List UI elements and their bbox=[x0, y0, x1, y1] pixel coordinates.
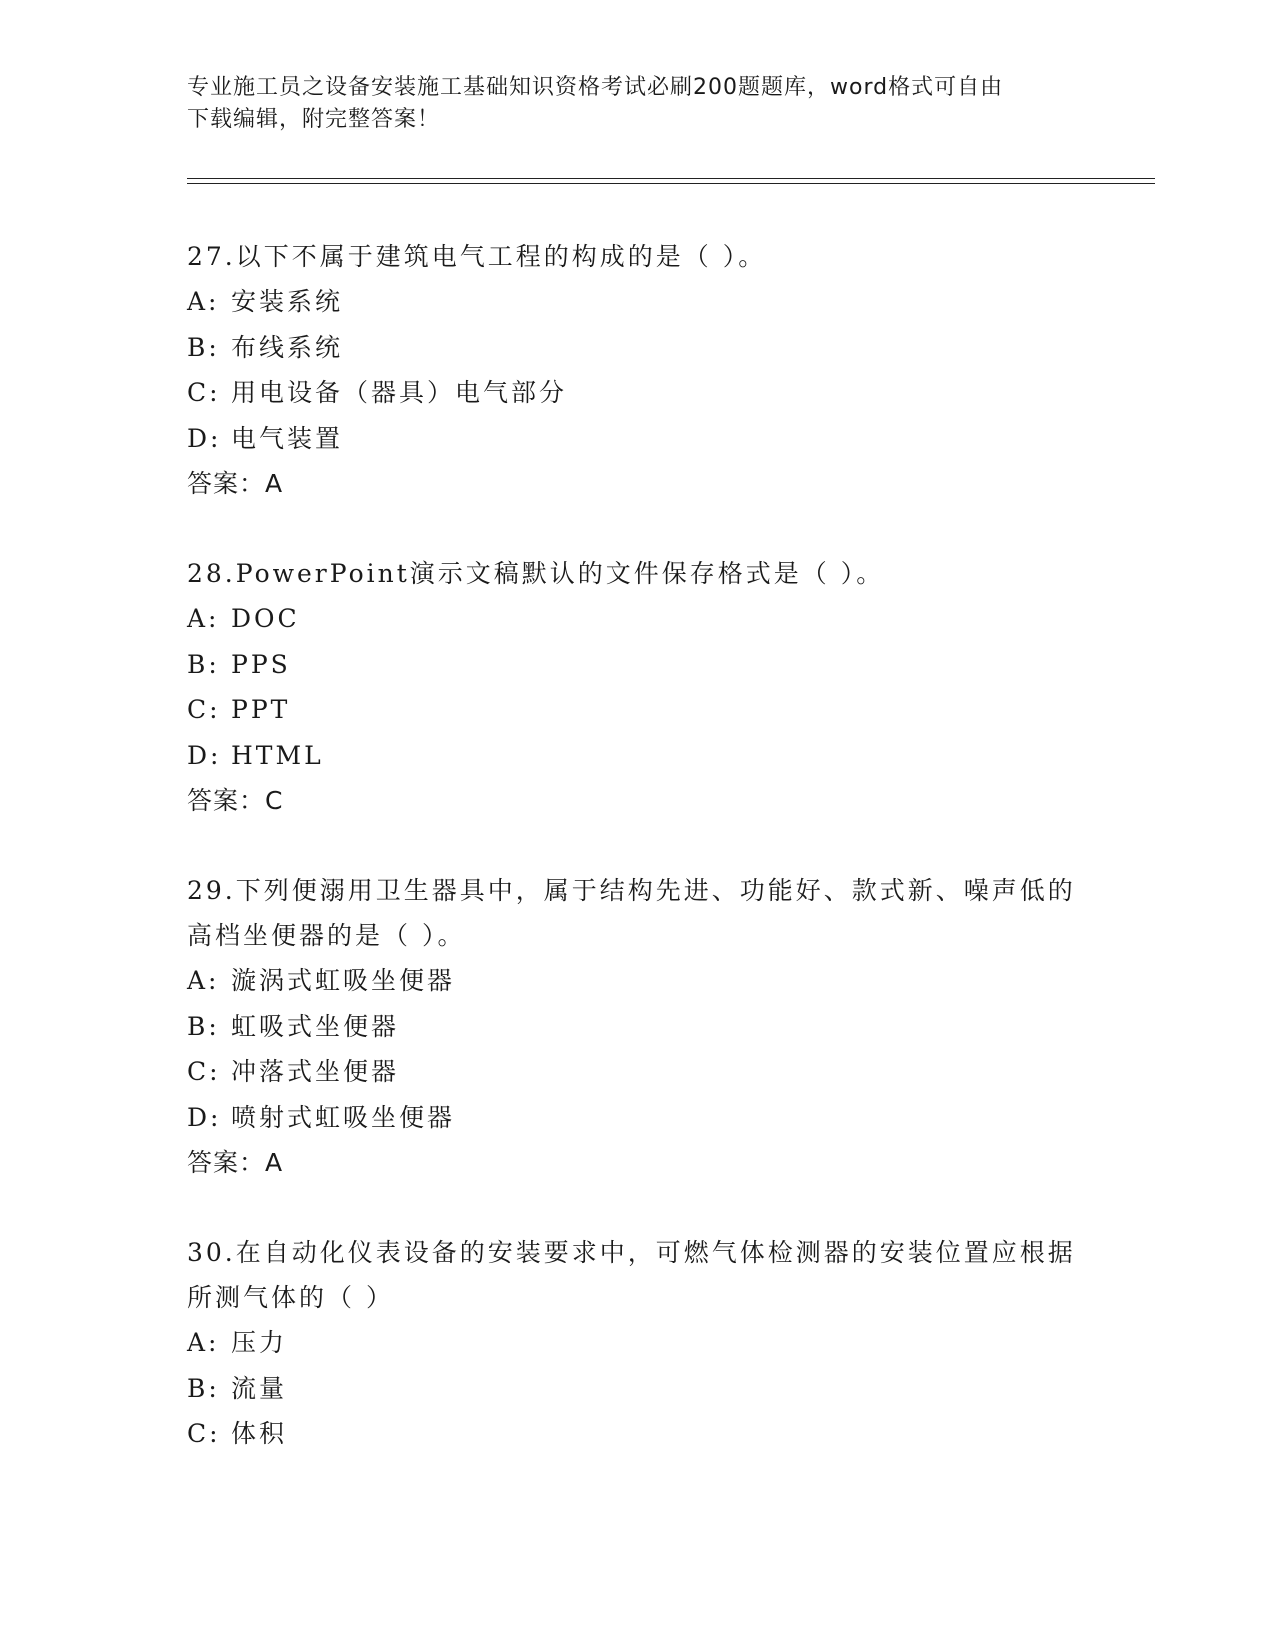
header-line-2: 下载编辑，附完整答案！ bbox=[187, 107, 441, 132]
option-a bbox=[187, 1320, 1087, 1366]
option-b bbox=[187, 325, 1087, 371]
option-text: PPT bbox=[231, 695, 291, 724]
option-letter: B: bbox=[187, 1373, 220, 1403]
option-c bbox=[187, 1411, 1087, 1457]
option-text: PPS bbox=[231, 649, 291, 679]
option-text: 漩涡式虹吸坐便器 bbox=[231, 966, 456, 995]
question-29 bbox=[187, 868, 1087, 1185]
question-stem: 28.PowerPoint演示文稿默认的文件保存格式是（ ）。 bbox=[187, 559, 885, 588]
option-text: 用电设备（器具）电气部分 bbox=[231, 378, 568, 407]
option-letter: D: bbox=[187, 740, 222, 770]
option-text: DOC bbox=[231, 604, 300, 633]
option-d bbox=[187, 733, 1087, 779]
option-text: 流量 bbox=[231, 1373, 288, 1403]
option-b bbox=[187, 1004, 1087, 1050]
question-stem: 27.以下不属于建筑电气工程的构成的是（ ）。 bbox=[187, 242, 767, 271]
option-letter: D: bbox=[187, 1102, 222, 1132]
option-letter: B: bbox=[187, 1011, 220, 1041]
option-letter: A: bbox=[187, 287, 220, 316]
option-text: 安装系统 bbox=[231, 287, 344, 316]
option-c bbox=[187, 687, 1087, 733]
question-stem: 30.在自动化仪表设备的安装要求中，可燃气体检测器的安装位置应根据所测气体的（ ） bbox=[187, 1238, 1076, 1312]
option-letter: A: bbox=[187, 1328, 220, 1357]
option-d bbox=[187, 1095, 1087, 1141]
question-27 bbox=[187, 234, 1087, 506]
answer-line: 答案：C bbox=[187, 786, 284, 815]
option-c bbox=[187, 1049, 1087, 1095]
answer-line: 答案：A bbox=[187, 1148, 284, 1177]
option-letter: C: bbox=[187, 1419, 221, 1448]
option-letter: A: bbox=[187, 966, 220, 995]
option-text: 布线系统 bbox=[231, 332, 344, 362]
option-letter: D: bbox=[187, 423, 222, 453]
option-text: 虹吸式坐便器 bbox=[231, 1011, 400, 1041]
header-divider-top bbox=[187, 178, 1155, 179]
option-text: 体积 bbox=[231, 1419, 288, 1448]
option-letter: A: bbox=[187, 604, 220, 633]
option-letter: C: bbox=[187, 1057, 221, 1086]
option-a bbox=[187, 279, 1087, 325]
option-text: 电气装置 bbox=[231, 423, 344, 453]
question-28 bbox=[187, 551, 1087, 823]
option-letter: C: bbox=[187, 695, 221, 724]
option-a bbox=[187, 958, 1087, 1004]
header-line-1: 专业施工员之设备安装施工基础知识资格考试必刷200题题库，word格式可自由 bbox=[187, 75, 1004, 100]
option-text: 喷射式虹吸坐便器 bbox=[231, 1102, 456, 1132]
answer-line: 答案：A bbox=[187, 469, 284, 498]
question-list bbox=[187, 234, 1087, 1502]
option-b bbox=[187, 1366, 1087, 1412]
option-text: HTML bbox=[231, 740, 324, 770]
option-letter: B: bbox=[187, 649, 220, 679]
question-30 bbox=[187, 1230, 1087, 1457]
option-d bbox=[187, 416, 1087, 462]
header-divider-bottom bbox=[187, 183, 1155, 184]
option-b bbox=[187, 642, 1087, 688]
option-letter: B: bbox=[187, 332, 220, 362]
option-a bbox=[187, 596, 1087, 642]
option-text: 冲落式坐便器 bbox=[231, 1057, 400, 1086]
document-header bbox=[187, 72, 1087, 136]
option-letter: C: bbox=[187, 378, 221, 407]
option-c bbox=[187, 370, 1087, 416]
option-text: 压力 bbox=[231, 1328, 288, 1357]
question-stem: 29.下列便溺用卫生器具中，属于结构先进、功能好、款式新、噪声低的高档坐便器的是（ ）。 bbox=[187, 876, 1076, 950]
